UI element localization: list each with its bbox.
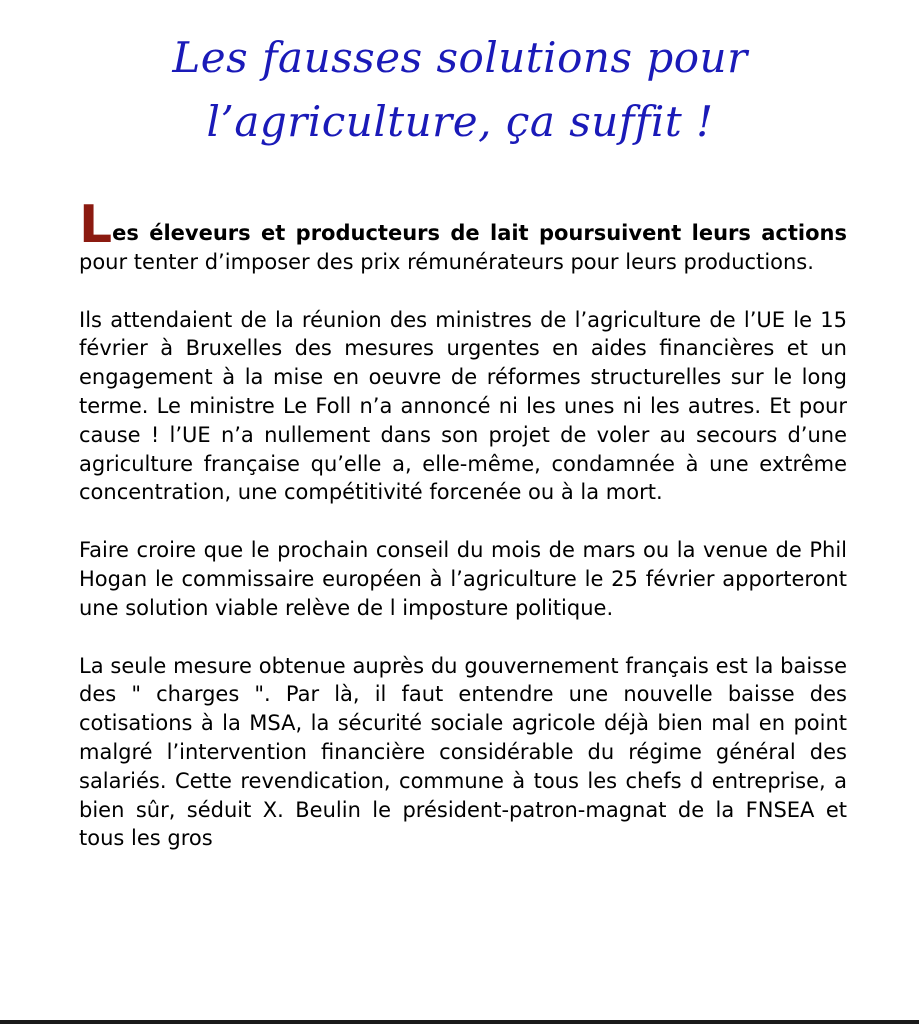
title-line-2: l’agriculture, ça suffit ! <box>206 97 714 146</box>
paragraph-3: Faire croire que le prochain conseil du mois de mars ou la venue de Phil Hogan le commissaire européen à l’agriculture le 25 février apporteront une solution viable relève de l imposture politique. <box>79 538 847 620</box>
article-body <box>79 195 847 882</box>
lead-bold-text: es éleveurs et producteurs de lait poursuivent leurs actions <box>112 221 847 245</box>
page-title <box>60 26 860 154</box>
lead-paragraph <box>79 195 847 277</box>
paragraph-4: La seule mesure obtenue auprès du gouvernement français est la baisse des " charges ". Par là, il faut entendre une nouvelle baisse des cotisations à la MSA, la sécurité sociale agricole déjà bien mal en point malgré l’intervention financière considérable du régime général des salariés. Cette revendication, commune à tous les chefs d entreprise, a bien sûr, séduit X. Beulin le président-patron-magnat de la FNSEA et tous les gros <box>79 653 847 851</box>
lead-rest-text: pour tenter d’imposer des prix rémunérateurs pour leurs productions. <box>79 249 814 274</box>
bottom-border <box>0 1020 919 1024</box>
drop-cap: L <box>79 195 113 255</box>
paragraph-2: Ils attendaient de la réunion des ministres de l’agriculture de l’UE le 15 février à Bruxelles des mesures urgentes en aides financières et un engagement à la mise en oeuvre de réformes structurelles sur le long terme. Le ministre Le Foll n’a annoncé ni les unes ni les autres. Et pour cause ! l’UE n’a nullement dans son projet de voler au secours d’une agriculture française qu’elle a, elle-même, condamnée à une extrême concentration, une compétitivité forcenée ou à la mort. <box>79 307 847 505</box>
title-line-1: Les fausses solutions pour <box>172 33 748 82</box>
